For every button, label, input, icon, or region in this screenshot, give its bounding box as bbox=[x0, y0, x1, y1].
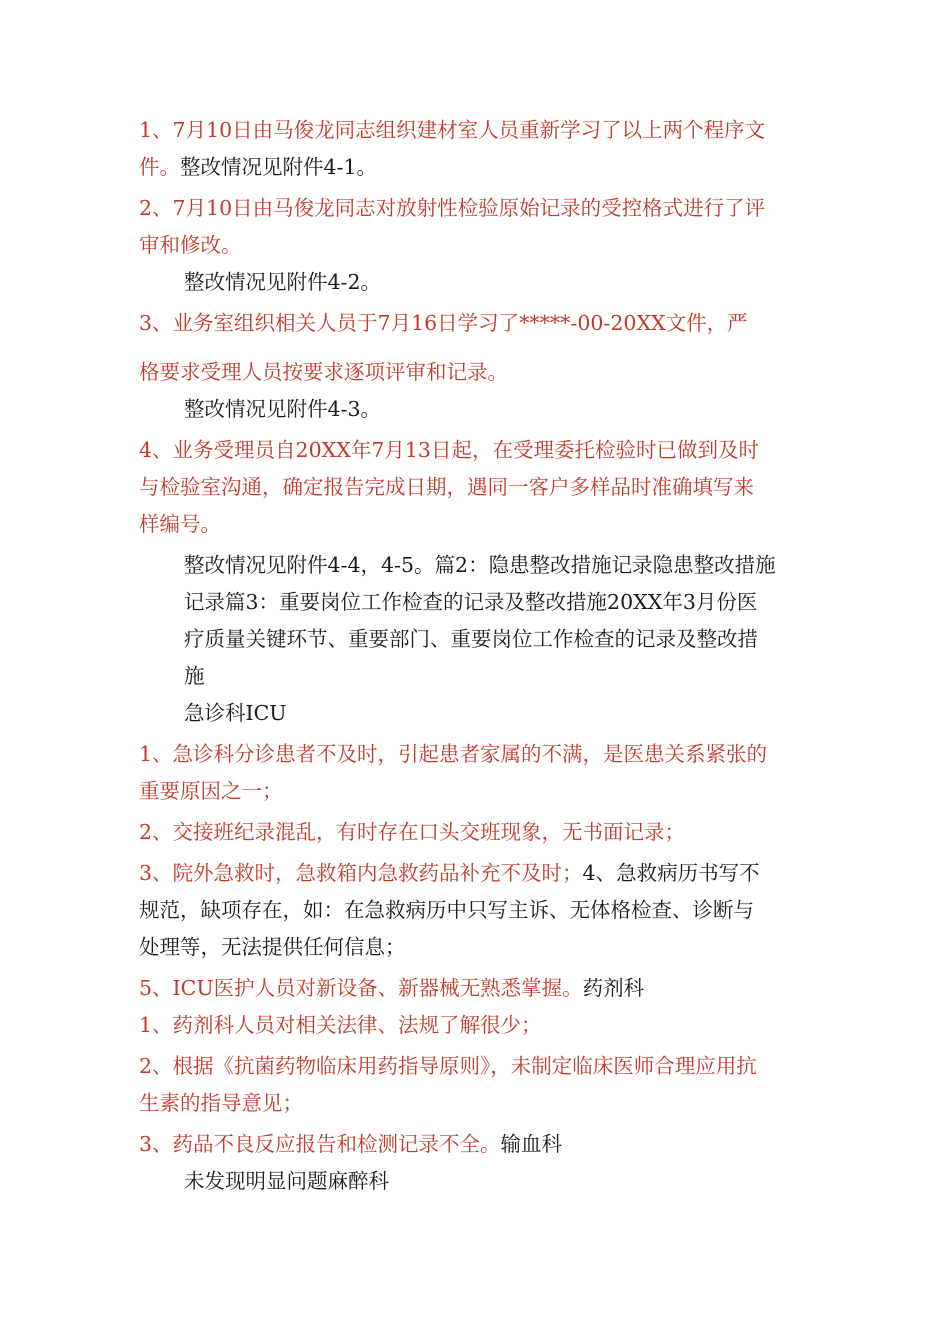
highlighted-text: 样编号。 bbox=[139, 512, 221, 536]
highlighted-text: 2、交接班纪录混乱，有时存在口头交班现象，无书面记录； bbox=[139, 820, 686, 844]
highlighted-text: 3、院外急救时，急救箱内急救药品补充不及时； bbox=[139, 861, 583, 885]
body-text: 记录篇3：重要岗位工作检查的记录及整改措施20XX年3月份医 bbox=[184, 590, 758, 614]
highlighted-text: 2、根据《抗菌药物临床用药指导原则》，未制定临床医师合理应用抗 bbox=[139, 1054, 757, 1078]
highlighted-text: 1、药剂科人员对相关法律、法规了解很少； bbox=[139, 1013, 542, 1037]
text-line bbox=[139, 814, 829, 851]
text-line bbox=[139, 855, 829, 892]
highlighted-text: 3、药品不良反应报告和检测记录不全。 bbox=[139, 1132, 501, 1156]
body-text: 施 bbox=[184, 664, 205, 688]
text-line bbox=[139, 354, 829, 391]
body-text: 未发现明显问题麻醉科 bbox=[184, 1169, 389, 1193]
body-text: 疗质量关键环节、重要部门、重要岗位工作检查的记录及整改措 bbox=[184, 627, 758, 651]
highlighted-text: 重要原因之一； bbox=[139, 779, 283, 803]
text-line bbox=[139, 506, 829, 543]
text-line bbox=[139, 391, 829, 428]
highlighted-text: 2、7月10日由马俊龙同志对放射性检验原始记录的受控格式进行了评 bbox=[139, 196, 766, 220]
body-text: 整改情况见附件4-3。 bbox=[184, 397, 382, 421]
body-text: 整改情况见附件4-2。 bbox=[184, 270, 382, 294]
highlighted-text: 件。 bbox=[139, 155, 180, 179]
text-line bbox=[139, 584, 829, 621]
text-line bbox=[139, 190, 829, 227]
body-text: 急诊科ICU bbox=[184, 701, 287, 725]
body-text: 整改情况见附件4-4，4-5。篇2：隐患整改措施记录隐患整改措施 bbox=[184, 553, 776, 577]
highlighted-text: 生素的指导意见； bbox=[139, 1091, 303, 1115]
text-line bbox=[139, 1007, 829, 1044]
text-line bbox=[139, 736, 829, 773]
highlighted-text: 5、ICU医护人员对新设备、新器械无熟悉掌握。 bbox=[139, 976, 583, 1000]
text-line bbox=[139, 1163, 829, 1200]
body-text: 4、急救病历书写不 bbox=[582, 861, 760, 885]
text-line bbox=[139, 658, 829, 695]
text-line bbox=[139, 892, 829, 929]
document-body bbox=[139, 112, 829, 1200]
text-line bbox=[139, 227, 829, 264]
highlighted-text: 4、业务受理员自20XX年7月13日起，在受理委托检验时已做到及时 bbox=[139, 438, 759, 462]
text-line bbox=[139, 970, 829, 1007]
text-line bbox=[139, 1048, 829, 1085]
text-line bbox=[139, 1085, 829, 1122]
text-line bbox=[139, 547, 829, 584]
body-text: 输血科 bbox=[500, 1132, 563, 1156]
body-text: 处理等，无法提供任何信息； bbox=[139, 935, 406, 959]
text-line bbox=[139, 621, 829, 658]
text-line bbox=[139, 149, 829, 186]
highlighted-text: 3、业务室组织相关人员于7月16日学习了*****-00-20XX文件，严 bbox=[139, 311, 748, 335]
highlighted-text: 与检验室沟通，确定报告完成日期，遇同一客户多样品时准确填写来 bbox=[139, 475, 754, 499]
highlighted-text: 审和修改。 bbox=[139, 233, 242, 257]
text-line bbox=[139, 112, 829, 149]
text-line bbox=[139, 469, 829, 506]
body-text: 规范，缺项存在，如：在急救病历中只写主诉、无体格检查、诊断与 bbox=[139, 898, 754, 922]
highlighted-text: 格要求受理人员按要求逐项评审和记录。 bbox=[139, 360, 508, 384]
text-line bbox=[139, 929, 829, 966]
text-line bbox=[139, 695, 829, 732]
highlighted-text: 1、7月10日由马俊龙同志组织建材室人员重新学习了以上两个程序文 bbox=[139, 118, 766, 142]
text-line bbox=[139, 305, 829, 342]
text-line bbox=[139, 264, 829, 301]
text-line bbox=[139, 773, 829, 810]
body-text: 整改情况见附件4-1。 bbox=[180, 155, 378, 179]
highlighted-text: 1、急诊科分诊患者不及时，引起患者家属的不满，是医患关系紧张的 bbox=[139, 742, 768, 766]
body-text: 药剂科 bbox=[582, 976, 645, 1000]
text-line bbox=[139, 432, 829, 469]
text-line bbox=[139, 1126, 829, 1163]
